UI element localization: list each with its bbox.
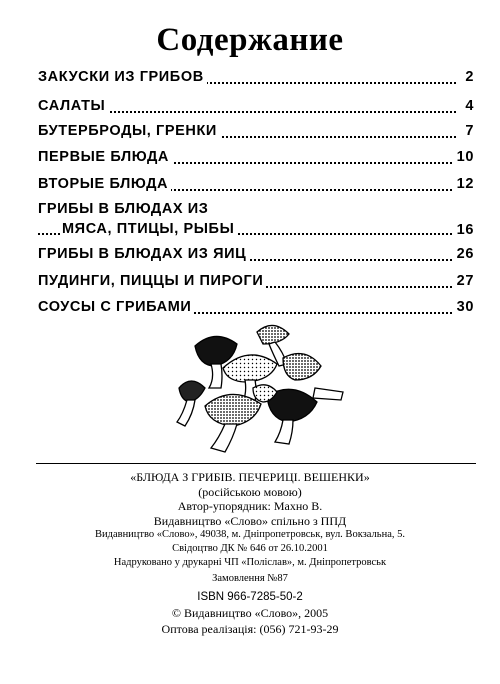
toc-entry-label-line2: МЯСА, ПТИЦЫ, РЫБЫ <box>62 219 237 239</box>
toc-entry-page: 16 <box>454 220 474 240</box>
toc-entry-label: ЗАКУСКИ ИЗ ГРИБОВ <box>38 67 207 87</box>
copyright: © Видавництво «Слово», 2005 <box>171 606 329 620</box>
toc-entry[interactable] <box>38 244 474 264</box>
isbn: ISBN 966-7285-50-2 <box>197 591 303 603</box>
toc-entry-page: 26 <box>454 244 474 264</box>
toc-entry-label: БУТЕРБРОДЫ, ГРЕНКИ <box>38 121 220 141</box>
toc-entry-page: 4 <box>462 96 474 116</box>
publisher-line: Видавництво «Слово» спільно з ППД <box>153 514 347 528</box>
wholesale-phone: Оптова реалізація: (056) 721-93-29 <box>161 622 339 636</box>
certificate: Свідоцтво ДК № 646 от 26.10.2001 <box>172 543 328 554</box>
page-title: Содержание <box>156 22 344 58</box>
publisher-address: Видавництво «Слово», 49038, м. Дніпропетровськ, вул. Вокзальна, 5. <box>94 529 405 540</box>
language-note: (російською мовою) <box>198 485 302 499</box>
printed-info: Надруковано у друкарні ЧП «Поліслав», м. Дніпропетровськ <box>113 557 387 568</box>
toc-entry-page: 7 <box>462 121 474 141</box>
toc-entry[interactable] <box>38 200 474 240</box>
toc-entry-label: ГРИБЫ В БЛЮДАХ ИЗ <box>38 200 212 218</box>
toc-entry-label: ГРИБЫ В БЛЮДАХ ИЗ ЯИЦ <box>38 244 249 264</box>
toc-entry[interactable] <box>38 96 474 116</box>
toc-entry[interactable] <box>38 147 474 167</box>
toc-entry-page: 10 <box>454 147 474 167</box>
toc-entry[interactable] <box>38 174 474 194</box>
toc-entry-label: ПЕРВЫЕ БЛЮДА <box>38 147 172 167</box>
toc-entry-label: САЛАТЫ <box>38 96 108 116</box>
toc-entry[interactable] <box>38 121 474 141</box>
toc-entry-page: 12 <box>454 174 474 194</box>
book-title: «БЛЮДА З ГРИБІВ. ПЕЧЕРИЦІ. ВЕШЕНКИ» <box>130 470 370 484</box>
toc-entry-label: ВТОРЫЕ БЛЮДА <box>38 174 171 194</box>
toc-entry-label: ПУДИНГИ, ПИЦЦЫ И ПИРОГИ <box>38 271 266 291</box>
toc-entry-page: 27 <box>454 271 474 291</box>
order-number: Замовлення №87 <box>212 573 288 584</box>
divider-line <box>36 463 476 464</box>
toc-entry-page: 30 <box>454 297 474 317</box>
mushrooms-illustration <box>175 318 347 458</box>
toc-entry[interactable] <box>38 67 474 87</box>
toc-entry-label: СОУСЫ С ГРИБАМИ <box>38 297 194 317</box>
toc-entry-page: 2 <box>462 67 474 87</box>
toc-entry[interactable] <box>38 271 474 291</box>
compiler: Автор-упорядник: Махно В. <box>177 499 323 513</box>
toc-entry[interactable] <box>38 297 474 317</box>
